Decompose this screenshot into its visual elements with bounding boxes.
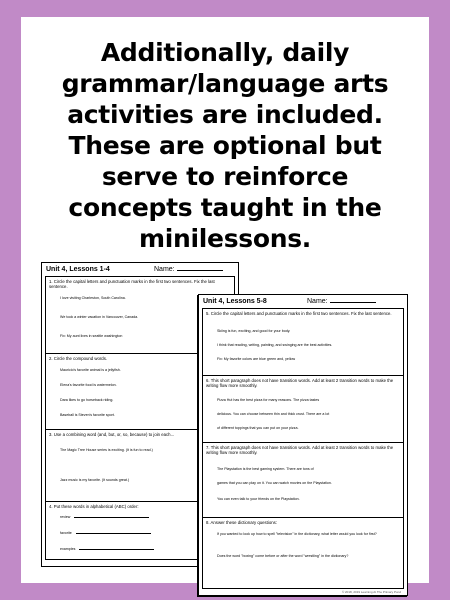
question-line: The Playstation is the best gaming system. There are tons of bbox=[217, 467, 314, 471]
headline-line: activities are included. bbox=[67, 100, 383, 129]
question-line: I love visiting Charleston, South Carolina. bbox=[60, 296, 126, 300]
question-line: Elena's favorite food is watermelon. bbox=[60, 383, 117, 387]
question-line: Fix: My favorite colors are blue green and, yellow bbox=[217, 357, 296, 361]
question-7 bbox=[203, 443, 403, 518]
worksheet-title: Unit 4, Lessons 1-4 bbox=[46, 266, 110, 273]
worksheet-title: Unit 4, Lessons 5-8 bbox=[203, 298, 267, 305]
worksheet-lessons-5-8 bbox=[198, 294, 408, 596]
question-line: The Magic Tree House series is exciting. (It is fun to read.) bbox=[60, 448, 153, 452]
headline-line: minilessons. bbox=[138, 224, 312, 253]
question-line: You can even talk to your friends on the Playstation. bbox=[217, 497, 300, 501]
question-text: 7. This short paragraph does not have transition words. Add at least 2 transition words to make the writing flow more smoothly. bbox=[206, 445, 394, 456]
name-label: Name: bbox=[307, 298, 376, 305]
question-line: We took a winter vacation in Vancouver, Canada. bbox=[60, 315, 139, 319]
question-line: If you wanted to look up how to spell "television" in the dictionary, what letter would you look for first? bbox=[217, 532, 377, 536]
question-line: Baseball is Steven's favorite sport. bbox=[60, 413, 115, 417]
name-label: Name: bbox=[154, 266, 223, 273]
question-5 bbox=[203, 309, 403, 376]
question-line: examples bbox=[60, 547, 154, 551]
question-line: of different toppings that you can put on your pizza. bbox=[217, 426, 299, 430]
question-line: Mauricio's favorite animal is a jellyfish. bbox=[60, 368, 121, 372]
headline-line: serve to reinforce bbox=[101, 162, 349, 191]
headline-line: concepts taught in the bbox=[68, 193, 382, 222]
question-line: I think that reading, writing, painting, and swinging are the best activities. bbox=[217, 343, 333, 347]
question-line: Fix: My aunt lives in seattle washington bbox=[60, 334, 123, 338]
question-line: favorite bbox=[60, 531, 151, 535]
question-line: delicious. You can choose between thin and thick crust. There are a lot bbox=[217, 412, 330, 416]
content-area bbox=[21, 17, 429, 594]
question-text: 8. Answer these dictionary questions: bbox=[206, 520, 277, 525]
question-line: games that you can play on it. You can watch movies on the Playstation. bbox=[217, 481, 332, 485]
question-text: 5. Circle the capital letters and punctuation marks in the first two sentences. Fix the last sentence. bbox=[206, 311, 392, 316]
question-text: 3. Use a combining word (and, but, or, so, because) to join each... bbox=[49, 432, 175, 437]
question-6 bbox=[203, 376, 403, 443]
question-line: Dara likes to go horseback riding. bbox=[60, 398, 114, 402]
headline-line: Additionally, daily bbox=[100, 38, 350, 67]
headline bbox=[21, 37, 429, 254]
question-line: review bbox=[60, 515, 149, 519]
question-line: Jazz music is my favorite. (It sounds great.) bbox=[60, 478, 130, 482]
question-text: 6. This short paragraph does not have transition words. Add at least 2 transition words to make the writing flow more smoothly. bbox=[206, 378, 394, 389]
question-line: Pizza Hut has the best pizza for many reasons. The pizza tastes bbox=[217, 398, 320, 402]
question-text: 4. Put these words in alphabetical (ABC) order: bbox=[49, 504, 139, 509]
question-line: Skiing is fun, exciting, and good for your body. bbox=[217, 329, 291, 333]
question-text: 1. Circle the capital letters and punctuation marks in the first two sentences. Fix the last sentence. bbox=[49, 279, 215, 290]
question-8 bbox=[203, 518, 403, 588]
headline-line: grammar/language arts bbox=[61, 69, 389, 98]
question-text: 2. Circle the compound words. bbox=[49, 356, 108, 361]
worksheet-body bbox=[202, 308, 404, 589]
copyright-text: © 2018, 2019 Learning At The Primary Pond bbox=[341, 590, 401, 594]
headline-line: These are optional but bbox=[68, 131, 382, 160]
question-line: Does the word "boxing" come before or after the word "wrestling" in the dictionary? bbox=[217, 554, 349, 558]
